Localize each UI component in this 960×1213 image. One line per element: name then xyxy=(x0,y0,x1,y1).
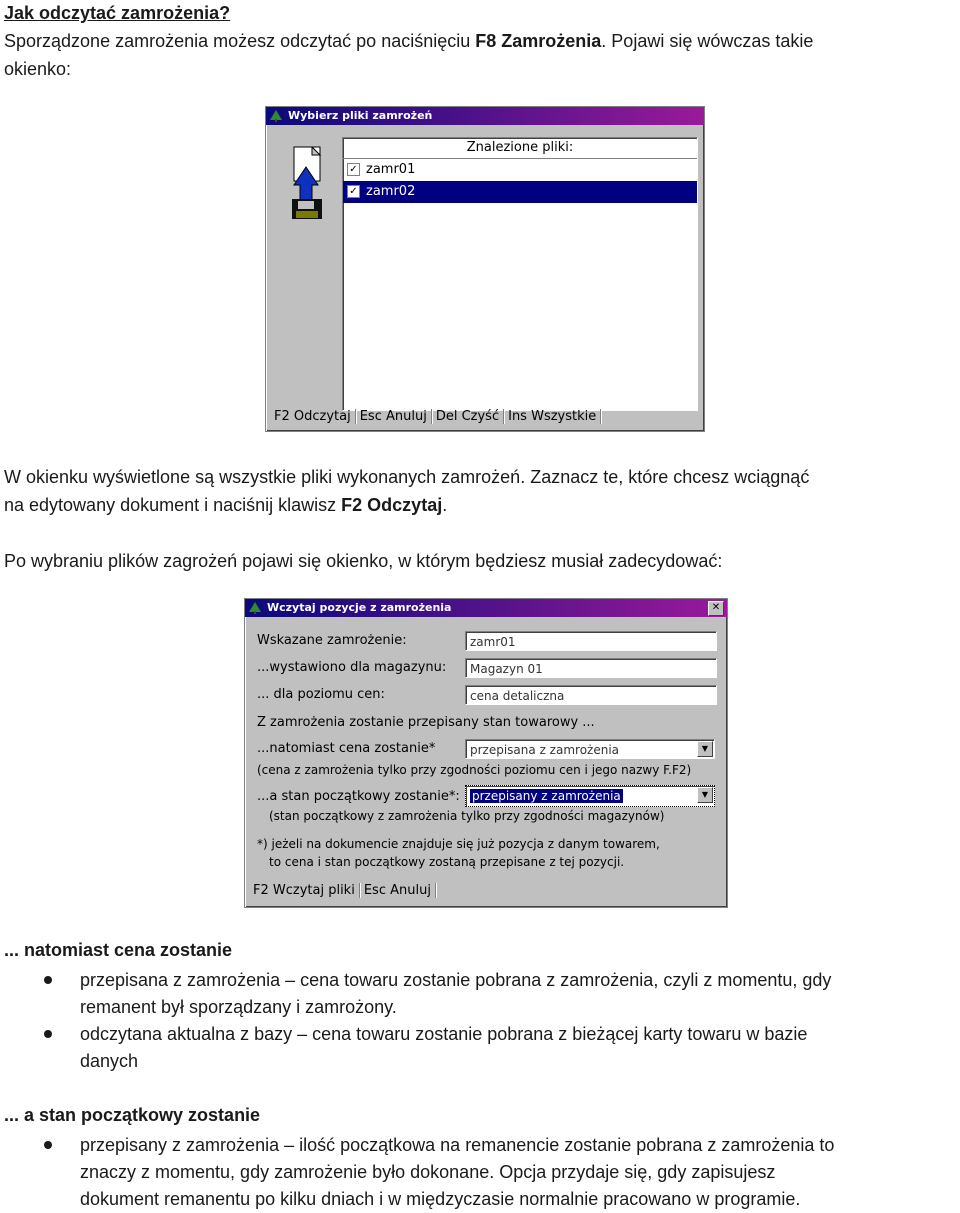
intro-line-1 xyxy=(4,28,813,55)
list-item-selected[interactable] xyxy=(343,181,697,203)
function-key-bar xyxy=(249,883,436,898)
function-key-bar xyxy=(270,409,601,424)
bullet3-line-1: przepisany z zamrożenia – ilość początkowa na remanencie zostanie pobrana z zamrożenia to xyxy=(80,1135,835,1155)
intro-line-2: okienko: xyxy=(4,59,72,79)
list-item[interactable] xyxy=(343,159,697,181)
checkbox-checked-icon[interactable]: ✓ xyxy=(347,163,360,176)
stock-note: (stan początkowy z zamrożenia tylko przy zgodności magazynów) xyxy=(269,809,665,823)
dropdown-arrow-icon[interactable]: ▼ xyxy=(697,787,713,803)
list-header: Znalezione pliki: xyxy=(343,138,697,159)
price-note: (cena z zamrożenia tylko przy zgodności poziomu cen i jego nazwy F.F2) xyxy=(257,763,692,777)
found-files-list[interactable] xyxy=(342,137,698,411)
dialog-title-bar xyxy=(266,107,704,125)
price-mode-label: ...natomiast cena zostanie* xyxy=(257,741,436,756)
app-tree-icon xyxy=(270,110,282,122)
price-level-field[interactable]: cena detaliczna xyxy=(465,685,717,705)
bullet2-line-1: odczytana aktualna z bazy – cena towaru zostanie pobrana z bieżącej karty towaru w bazie xyxy=(80,1024,808,1044)
page-heading: Jak odczytać zamrożenia? xyxy=(4,3,231,23)
app-tree-icon xyxy=(249,602,261,614)
list-item-label: zamr01 xyxy=(366,162,416,177)
warehouse-field[interactable]: Magazyn 01 xyxy=(465,658,717,678)
dialog-title: Wybierz pliki zamrożeń xyxy=(288,109,433,122)
section2-heading: ... a stan początkowy zostanie xyxy=(4,1105,261,1125)
read-key-button[interactable]: F2 Odczytaj xyxy=(270,409,356,424)
stock-mode-label: ...a stan początkowy zostanie*: xyxy=(257,789,460,804)
section1-heading: ... natomiast cena zostanie xyxy=(4,940,233,960)
price-level-label: ... dla poziomu cen: xyxy=(257,687,385,702)
intro-key: F8 Zamrożenia xyxy=(475,31,602,51)
cancel-key-button[interactable]: Esc Anuluj xyxy=(356,409,432,424)
section-label: Z zamrożenia zostanie przepisany stan towarowy ... xyxy=(257,715,595,730)
frozen-label: Wskazane zamrożenie: xyxy=(257,633,407,648)
para2-line-2 xyxy=(4,492,447,519)
para2-text: na edytowany dokument i naciśnij klawisz xyxy=(4,495,342,515)
warehouse-label: ...wystawiono dla magazynu: xyxy=(257,660,447,675)
dropdown-arrow-icon[interactable]: ▼ xyxy=(697,741,713,757)
list-item-label: zamr02 xyxy=(366,184,416,199)
bullet-icon xyxy=(44,1141,52,1149)
stock-mode-value: przepisany z zamrożenia xyxy=(472,789,621,803)
intro-text-post: . Pojawi się wówczas takie xyxy=(601,31,814,51)
load-key-button[interactable]: F2 Wczytaj pliki xyxy=(249,883,360,898)
checkbox-checked-icon[interactable]: ✓ xyxy=(347,185,360,198)
frozen-field[interactable]: zamr01 xyxy=(465,631,717,651)
bullet-icon xyxy=(44,1030,52,1038)
para3: Po wybraniu plików zagrożeń pojawi się okienko, w którym będziesz musiał zadecydować: xyxy=(4,551,723,571)
clear-key-button[interactable]: Del Czyść xyxy=(432,409,504,424)
para2-line-1: W okienku wyświetlone są wszystkie pliki wykonanych zamrożeń. Zaznacz te, które chcesz wciągnąć xyxy=(4,467,810,487)
bullet1-line-2: remanent był sporządzany i zamrożony. xyxy=(80,997,397,1017)
cancel-key-button[interactable]: Esc Anuluj xyxy=(360,883,436,898)
bullet3-line-2: znaczy z momentu, gdy zamrożenie było dokonane. Opcja przydaje się, gdy zapisujesz xyxy=(80,1162,776,1182)
para2-key: F2 Odczytaj xyxy=(341,495,443,515)
select-all-key-button[interactable]: Ins Wszystkie xyxy=(504,409,601,424)
intro-text: Sporządzone zamrożenia możesz odczytać po naciśnięciu xyxy=(4,31,476,51)
stock-mode-select[interactable] xyxy=(465,785,715,807)
bullet3-line-3: dokument remanentu po kilku dniach i w międzyczasie normalnie pracowano w programie. xyxy=(80,1189,801,1209)
footnote-line-1: *) jeżeli na dokumencie znajduje się już pozycja z danym towarem, xyxy=(257,837,660,851)
close-icon[interactable]: ✕ xyxy=(708,601,724,616)
dialog-title-bar xyxy=(245,599,727,617)
load-items-dialog xyxy=(244,598,728,908)
bullet-icon xyxy=(44,976,52,984)
file-select-dialog xyxy=(265,106,705,432)
bullet1-line-1: przepisana z zamrożenia – cena towaru zostanie pobrana z zamrożenia, czyli z momentu, gdy xyxy=(80,970,832,990)
footnote-line-2: to cena i stan początkowy zostaną przepisane z tej pozycji. xyxy=(269,855,625,869)
bullet2-line-2: danych xyxy=(80,1051,139,1071)
dialog-title: Wczytaj pozycje z zamrożenia xyxy=(267,601,452,614)
download-file-icon xyxy=(288,145,328,221)
price-mode-select[interactable] xyxy=(465,739,715,759)
para2-period: . xyxy=(442,495,448,515)
price-mode-value: przepisana z zamrożenia xyxy=(470,743,620,757)
